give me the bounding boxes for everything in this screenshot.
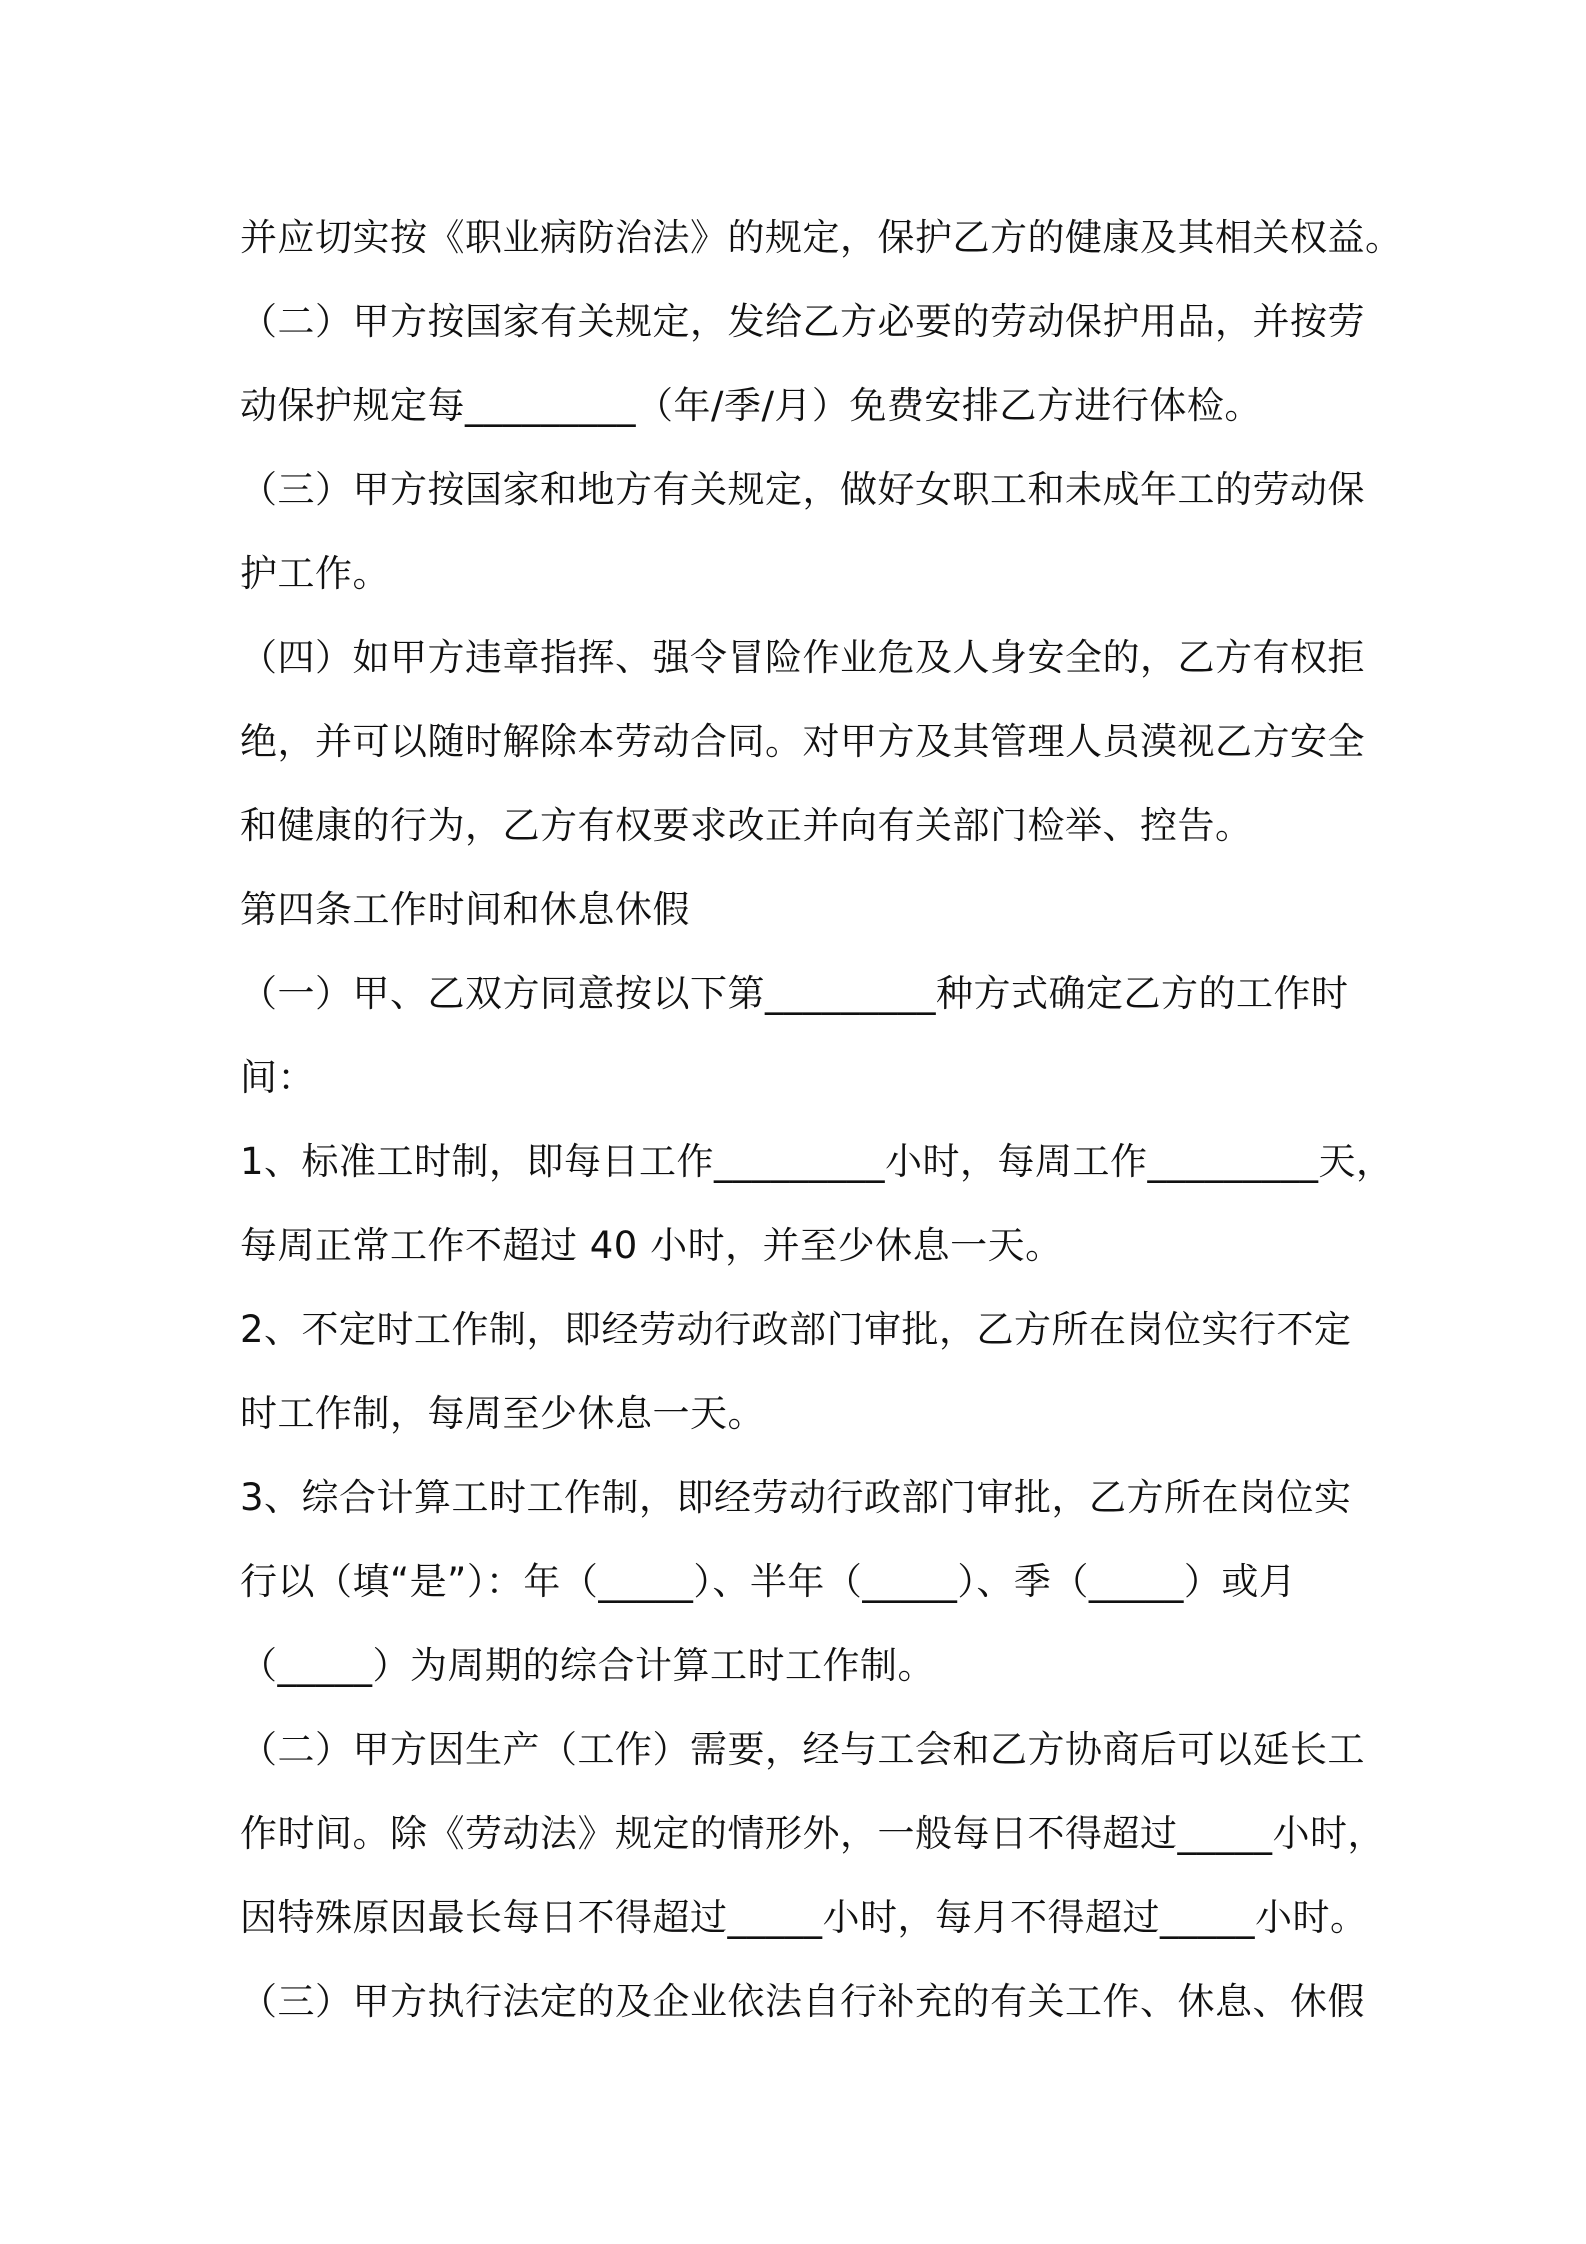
text-line-19: （二）甲方因生产（工作）需要，经与工会和乙方协商后可以延长工 [240, 1728, 1365, 1771]
text-line-20: 作时间。除《劳动法》规定的情形外，一般每日不得超过_____小时， [240, 1812, 1385, 1855]
text-line-14: 2、不定时工作制，即经劳动行政部门审批，乙方所在岗位实行不定 [240, 1308, 1352, 1351]
text-line-10: （一）甲、乙双方同意按以下第_________种方式确定乙方的工作时 [240, 972, 1349, 1015]
section-heading: 第四条工作时间和休息休假 [240, 888, 690, 931]
text-line-7: 绝，并可以随时解除本劳动合同。对甲方及其管理人员漠视乙方安全 [240, 720, 1365, 763]
text-line-16: 3、综合计算工时工作制，即经劳动行政部门审批，乙方所在岗位实 [240, 1476, 1352, 1519]
text-line-2: （二）甲方按国家有关规定，发给乙方必要的劳动保护用品，并按劳 [240, 300, 1365, 343]
text-line-5: 护工作。 [240, 552, 390, 595]
text-line-18: （_____）为周期的综合计算工时工作制。 [240, 1644, 935, 1687]
text-line-3: 动保护规定每_________（年/季/月）免费安排乙方进行体检。 [240, 384, 1262, 427]
text-line-22: （三）甲方执行法定的及企业依法自行补充的有关工作、休息、休假 [240, 1980, 1365, 2023]
text-line-8: 和健康的行为，乙方有权要求改正并向有关部门检举、控告。 [240, 804, 1253, 847]
text-line-6: （四）如甲方违章指挥、强令冒险作业危及人身安全的，乙方有权拒 [240, 636, 1365, 679]
text-line-13: 每周正常工作不超过 40 小时，并至少休息一天。 [240, 1224, 1063, 1267]
text-line-21: 因特殊原因最长每日不得超过_____小时，每月不得超过_____小时。 [240, 1896, 1368, 1939]
text-line-17: 行以（填“是”）：年（_____）、半年（_____）、季（_____）或月 [240, 1560, 1297, 1603]
text-line-4: （三）甲方按国家和地方有关规定，做好女职工和未成年工的劳动保 [240, 468, 1365, 511]
text-line-11: 间： [240, 1056, 315, 1099]
text-line-12: 1、标准工时制，即每日工作_________小时，每周工作_________天， [240, 1140, 1394, 1183]
text-line-15: 时工作制，每周至少休息一天。 [240, 1392, 765, 1435]
document-body [240, 196, 1403, 2044]
text-line-1: 并应切实按《职业病防治法》的规定，保护乙方的健康及其相关权益。 [240, 216, 1403, 259]
